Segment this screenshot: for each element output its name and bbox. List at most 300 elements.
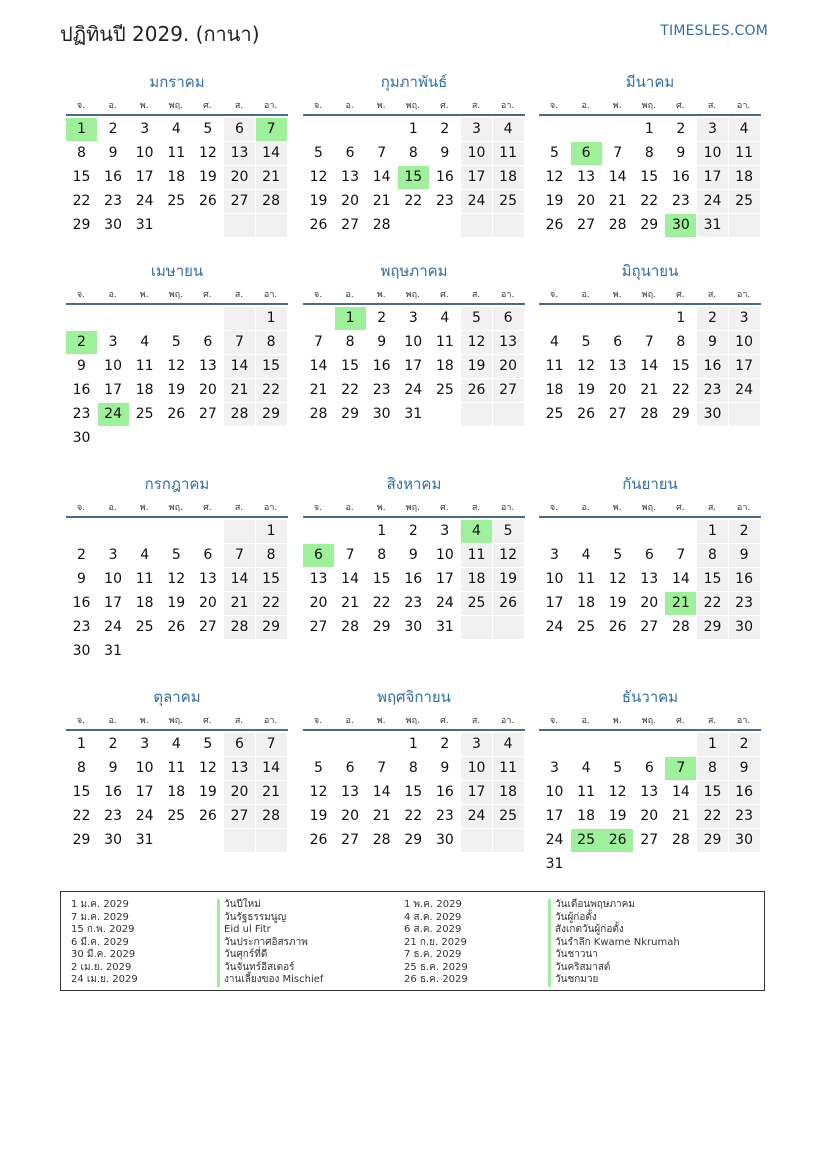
month-name: เมษายน — [150, 262, 204, 280]
day-cell: 10 — [135, 760, 154, 776]
day-cell: 1 — [256, 520, 287, 543]
legend-date: 6 ส.ค. 2029 — [404, 924, 462, 935]
day-cell: 21 — [256, 166, 287, 189]
month-name: ธันวาคม — [621, 688, 679, 706]
day-cell: 31 — [104, 643, 122, 659]
weekday-label: อ. — [345, 101, 354, 111]
day-cell: 25 — [545, 406, 564, 422]
weekday-label: อา. — [736, 503, 751, 513]
day-cell: 13 — [224, 757, 255, 780]
day-cell: 14 — [256, 757, 287, 780]
day-cell: 29 — [697, 829, 728, 852]
weekday-label: พฤ. — [641, 290, 656, 300]
day-cell: 19 — [608, 808, 627, 824]
holiday-day: 1 — [66, 118, 97, 141]
legend-date: 21 ก.ย. 2029 — [404, 936, 467, 948]
day-cell: 5 — [314, 145, 323, 161]
day-cell: 14 — [256, 142, 287, 165]
legend-holiday-name: วันคริสมาสต์ — [548, 962, 680, 975]
weekday-label: อ. — [345, 290, 354, 300]
weekday-label: พ. — [612, 290, 622, 300]
day-cell: 24 — [104, 619, 122, 635]
day-cell: 17 — [435, 571, 454, 587]
day-cell: 24 — [729, 379, 760, 402]
day-cell: 22 — [697, 805, 728, 828]
day-cell: 20 — [577, 193, 595, 209]
day-cell: 10 — [104, 358, 122, 374]
day-cell: 6 — [224, 118, 255, 141]
day-cell: 8 — [408, 760, 418, 776]
weekday-label: ศ. — [440, 101, 449, 111]
day-cell: 13 — [493, 331, 524, 354]
weekday-label: พ. — [376, 503, 386, 513]
weekday-label: ศ. — [676, 503, 685, 513]
day-cell: 21 — [671, 808, 690, 824]
day-cell: 2 — [440, 736, 450, 752]
day-cell: 20 — [309, 595, 328, 611]
holiday-day: 6 — [303, 544, 334, 567]
day-cell: 6 — [345, 145, 355, 161]
day-cell: 27 — [493, 379, 524, 402]
day-cell: 7 — [613, 145, 623, 161]
day-cell: 18 — [577, 808, 595, 824]
month-name: มกราคม — [149, 73, 205, 91]
day-cell: 1 — [77, 736, 86, 752]
day-cell: 6 — [203, 334, 213, 350]
day-cell: 11 — [167, 760, 186, 776]
weekend-blank — [224, 829, 255, 852]
day-cell: 13 — [341, 169, 359, 185]
weekday-label: ศ. — [203, 101, 212, 111]
legend-holiday-name: Eid ul Fitr — [217, 924, 323, 937]
day-cell: 23 — [697, 379, 728, 402]
day-cell: 15 — [256, 568, 287, 591]
day-cell: 15 — [404, 784, 423, 800]
day-cell: 27 — [224, 190, 255, 213]
day-cell: 29 — [256, 616, 287, 639]
day-cell: 12 — [198, 760, 217, 776]
day-cell: 20 — [341, 808, 359, 824]
weekday-header — [303, 500, 525, 518]
day-cell: 2 — [697, 307, 728, 330]
day-cell: 7 — [224, 544, 255, 567]
day-cell: 22 — [404, 808, 423, 824]
holiday-day: 2 — [66, 331, 97, 354]
day-cell: 13 — [309, 571, 328, 587]
day-cell: 25 — [493, 190, 524, 213]
day-cell: 31 — [404, 406, 423, 422]
weekday-header — [303, 98, 525, 116]
weekday-label: อ. — [581, 101, 590, 111]
day-cell: 8 — [408, 145, 418, 161]
day-cell: 24 — [697, 190, 728, 213]
day-cell: 24 — [461, 805, 492, 828]
legend-holiday-name: วันเดือนพฤษภาคม — [548, 899, 680, 912]
day-cell: 19 — [309, 193, 328, 209]
day-cell: 26 — [461, 379, 492, 402]
day-cell: 7 — [644, 334, 654, 350]
day-cell: 9 — [108, 145, 118, 161]
day-cell: 15 — [697, 781, 728, 804]
day-cell: 21 — [372, 193, 391, 209]
day-cell: 28 — [256, 805, 287, 828]
day-cell: 12 — [167, 571, 186, 587]
day-cell: 18 — [545, 382, 564, 398]
day-cell: 18 — [167, 169, 186, 185]
day-cell: 27 — [640, 619, 659, 635]
day-cell: 15 — [341, 358, 359, 374]
day-cell: 6 — [203, 547, 213, 563]
day-cell: 30 — [729, 829, 760, 852]
day-cell: 20 — [608, 382, 627, 398]
day-cell: 19 — [493, 568, 524, 591]
day-cell: 11 — [435, 334, 454, 350]
day-cell: 20 — [640, 808, 659, 824]
day-cell: 20 — [198, 382, 217, 398]
weekday-label: ส. — [234, 716, 244, 726]
day-cell: 16 — [372, 358, 391, 374]
weekday-label: อา. — [736, 716, 751, 726]
day-cell: 9 — [440, 760, 450, 776]
weekday-label: พฤ. — [405, 101, 420, 111]
day-cell: 7 — [377, 760, 387, 776]
weekend-blank — [729, 214, 760, 237]
day-cell: 2 — [729, 733, 760, 756]
day-cell: 3 — [108, 334, 118, 350]
weekday-label: อา. — [736, 290, 751, 300]
day-cell: 5 — [171, 547, 181, 563]
month-calendar — [539, 685, 761, 872]
day-cell: 5 — [171, 334, 181, 350]
day-cell: 12 — [309, 784, 328, 800]
day-cell: 26 — [493, 592, 524, 615]
weekend-blank — [461, 403, 492, 426]
legend-holiday-name: วันประกาศอิสรภาพ — [217, 937, 323, 950]
day-cell: 16 — [729, 568, 760, 591]
day-cell: 10 — [104, 571, 122, 587]
day-cell: 11 — [577, 571, 595, 587]
legend-date: 4 ส.ค. 2029 — [404, 911, 462, 923]
day-cell: 23 — [404, 595, 423, 611]
holiday-day: 24 — [98, 403, 129, 426]
weekday-label: พ. — [612, 716, 622, 726]
weekday-label: จ. — [76, 101, 86, 111]
day-cell: 15 — [72, 169, 91, 185]
legend-left-dates — [71, 899, 138, 987]
day-cell: 30 — [372, 406, 391, 422]
legend-holiday-name: วันรัฐธรรมนูญ — [217, 912, 323, 925]
day-cell: 21 — [608, 193, 627, 209]
month-name: กันยายน — [622, 475, 678, 493]
day-cell: 7 — [256, 733, 287, 756]
day-cell: 31 — [545, 856, 564, 872]
day-cell: 9 — [676, 145, 686, 161]
month-calendar — [303, 70, 525, 250]
weekday-label: อ. — [581, 716, 590, 726]
day-cell: 3 — [140, 121, 150, 137]
legend-holiday-name: วันจันทร์อีสเตอร์ — [217, 962, 323, 975]
day-cell: 30 — [104, 217, 122, 233]
legend-date: 1 ม.ค. 2029 — [71, 899, 129, 910]
weekday-label: พ. — [139, 101, 149, 111]
day-cell: 25 — [135, 619, 154, 635]
day-cell: 9 — [729, 544, 760, 567]
day-cell: 17 — [104, 595, 122, 611]
day-cell: 10 — [135, 145, 154, 161]
day-cell: 14 — [372, 784, 391, 800]
day-cell: 12 — [461, 331, 492, 354]
day-cell: 20 — [224, 781, 255, 804]
legend-date: 7 ม.ค. 2029 — [71, 911, 129, 923]
day-cell: 10 — [404, 334, 423, 350]
day-cell: 5 — [613, 547, 623, 563]
day-cell: 4 — [581, 760, 591, 776]
day-cell: 19 — [545, 193, 564, 209]
day-cell: 24 — [461, 190, 492, 213]
day-cell: 24 — [435, 595, 454, 611]
day-cell: 19 — [608, 595, 627, 611]
weekday-label: พ. — [612, 503, 622, 513]
day-cell: 27 — [198, 406, 217, 422]
day-cell: 8 — [77, 145, 86, 161]
day-cell: 8 — [644, 145, 654, 161]
weekday-label: ศ. — [440, 503, 449, 513]
day-cell: 3 — [461, 118, 492, 141]
day-cell: 28 — [224, 616, 255, 639]
weekday-header — [539, 713, 761, 731]
legend-date: 24 เม.ย. 2029 — [71, 974, 138, 985]
day-cell: 19 — [309, 808, 328, 824]
day-cell: 2 — [77, 547, 86, 563]
weekday-label: อ. — [345, 503, 354, 513]
month-calendar — [303, 259, 525, 439]
day-cell: 9 — [108, 760, 118, 776]
day-cell: 18 — [729, 166, 760, 189]
day-cell: 19 — [461, 355, 492, 378]
day-cell: 8 — [77, 760, 86, 776]
day-cell: 22 — [256, 592, 287, 615]
day-cell: 22 — [256, 379, 287, 402]
day-cell: 3 — [550, 760, 559, 776]
day-cell: 3 — [550, 547, 559, 563]
weekday-label: อ. — [108, 503, 117, 513]
weekend-blank — [461, 829, 492, 852]
weekend-blank — [461, 214, 492, 237]
day-cell: 25 — [167, 808, 186, 824]
legend-holiday-name: วันศุกร์ที่ดี — [217, 949, 323, 962]
holiday-legend — [60, 891, 765, 991]
day-cell: 20 — [640, 595, 659, 611]
day-cell: 20 — [224, 166, 255, 189]
legend-date: 6 มี.ค. 2029 — [71, 936, 129, 948]
weekday-label: พฤ. — [405, 716, 420, 726]
day-cell: 21 — [341, 595, 359, 611]
weekday-label: พฤ. — [168, 101, 183, 111]
day-cell: 29 — [341, 406, 359, 422]
weekday-label: จ. — [313, 716, 323, 726]
day-cell: 22 — [72, 808, 91, 824]
month-calendar — [303, 685, 525, 865]
day-cell: 3 — [140, 736, 150, 752]
day-cell: 6 — [345, 760, 355, 776]
day-cell: 22 — [341, 382, 359, 398]
day-cell: 19 — [198, 784, 217, 800]
day-cell: 23 — [671, 193, 690, 209]
day-cell: 18 — [135, 382, 154, 398]
weekend-blank — [224, 214, 255, 237]
day-cell: 29 — [372, 619, 391, 635]
holiday-day: 1 — [335, 307, 366, 330]
weekday-label: จ. — [313, 290, 323, 300]
day-cell: 4 — [729, 118, 760, 141]
day-cell: 6 — [644, 760, 654, 776]
day-cell: 24 — [135, 808, 154, 824]
day-cell: 9 — [729, 757, 760, 780]
day-cell: 12 — [608, 784, 627, 800]
weekend-blank — [256, 829, 287, 852]
brand-link[interactable]: TIMESLES.COM — [660, 23, 768, 39]
day-cell: 21 — [224, 379, 255, 402]
day-cell: 24 — [135, 193, 154, 209]
day-cell: 27 — [309, 619, 328, 635]
day-cell: 17 — [135, 784, 154, 800]
day-cell: 14 — [224, 355, 255, 378]
day-cell: 22 — [372, 595, 391, 611]
weekday-label: พฤ. — [168, 716, 183, 726]
month-name: มีนาคม — [625, 73, 675, 91]
day-cell: 16 — [697, 355, 728, 378]
day-cell: 28 — [256, 190, 287, 213]
weekday-label: ส. — [471, 101, 481, 111]
day-cell: 29 — [671, 406, 690, 422]
weekday-label: พฤ. — [168, 290, 183, 300]
weekend-blank — [256, 214, 287, 237]
day-cell: 29 — [72, 832, 91, 848]
weekday-label: จ. — [313, 503, 323, 513]
weekday-label: พฤ. — [641, 716, 656, 726]
day-cell: 12 — [545, 169, 564, 185]
day-cell: 27 — [341, 832, 359, 848]
legend-date: 2 เม.ย. 2029 — [71, 961, 132, 973]
day-cell: 23 — [435, 193, 454, 209]
legend-date: 25 ธ.ค. 2029 — [404, 961, 468, 973]
day-cell: 6 — [613, 334, 623, 350]
day-cell: 6 — [493, 307, 524, 330]
weekday-label: ศ. — [440, 716, 449, 726]
weekend-blank — [493, 403, 524, 426]
weekday-label: พ. — [139, 503, 149, 513]
weekday-label: ส. — [707, 503, 717, 513]
day-cell: 29 — [640, 217, 659, 233]
month-calendar — [66, 259, 288, 446]
legend-date: 15 ก.พ. 2029 — [71, 924, 135, 935]
day-cell: 2 — [108, 736, 118, 752]
day-cell: 26 — [167, 406, 186, 422]
day-cell: 30 — [104, 832, 122, 848]
weekday-label: ส. — [234, 503, 244, 513]
weekday-label: อา. — [500, 101, 515, 111]
day-cell: 27 — [608, 406, 627, 422]
day-cell: 10 — [461, 757, 492, 780]
month-name: กรกฎาคม — [144, 475, 210, 493]
day-cell: 22 — [697, 592, 728, 615]
day-cell: 8 — [676, 334, 686, 350]
day-cell: 28 — [640, 406, 659, 422]
day-cell: 26 — [198, 193, 217, 209]
day-cell: 17 — [404, 358, 423, 374]
day-cell: 21 — [224, 592, 255, 615]
day-cell: 9 — [377, 334, 387, 350]
weekday-label: ส. — [471, 290, 481, 300]
day-cell: 6 — [644, 547, 654, 563]
day-cell: 28 — [309, 406, 328, 422]
month-calendar — [66, 685, 288, 865]
weekday-label: ส. — [707, 101, 717, 111]
day-cell: 1 — [408, 736, 418, 752]
day-cell: 29 — [72, 217, 91, 233]
day-cell: 26 — [309, 832, 328, 848]
day-cell: 3 — [408, 310, 418, 326]
day-cell: 23 — [72, 406, 91, 422]
day-cell: 5 — [550, 145, 559, 161]
weekday-label: อา. — [263, 503, 278, 513]
day-cell: 18 — [493, 166, 524, 189]
day-cell: 14 — [224, 568, 255, 591]
holiday-day: 6 — [571, 142, 602, 165]
day-cell: 30 — [697, 403, 728, 426]
weekday-label: อา. — [263, 290, 278, 300]
day-cell: 11 — [729, 142, 760, 165]
day-cell: 26 — [577, 406, 595, 422]
legend-date: 1 พ.ค. 2029 — [404, 899, 462, 910]
weekday-label: จ. — [76, 290, 86, 300]
day-cell: 28 — [341, 619, 359, 635]
weekday-label: พฤ. — [641, 101, 656, 111]
day-cell: 13 — [341, 784, 359, 800]
day-cell: 23 — [729, 592, 760, 615]
day-cell: 18 — [435, 358, 454, 374]
day-cell: 12 — [198, 145, 217, 161]
day-cell: 10 — [697, 142, 728, 165]
weekday-label: จ. — [549, 290, 559, 300]
day-cell: 19 — [167, 595, 186, 611]
day-cell: 15 — [640, 169, 659, 185]
day-cell: 18 — [577, 595, 595, 611]
day-cell: 31 — [435, 619, 454, 635]
weekday-label: ศ. — [676, 101, 685, 111]
weekday-header — [66, 500, 288, 518]
day-cell: 11 — [493, 757, 524, 780]
day-cell: 14 — [671, 784, 690, 800]
day-cell: 18 — [135, 595, 154, 611]
weekday-label: อา. — [500, 503, 515, 513]
month-calendar — [539, 259, 761, 439]
day-cell: 19 — [577, 382, 595, 398]
day-cell: 7 — [345, 547, 355, 563]
weekday-label: พฤ. — [405, 503, 420, 513]
holiday-day: 21 — [665, 592, 696, 615]
month-calendar — [303, 472, 525, 652]
weekday-label: พฤ. — [405, 290, 420, 300]
day-cell: 21 — [256, 781, 287, 804]
weekday-label: จ. — [76, 503, 86, 513]
weekend-blank — [461, 616, 492, 639]
day-cell: 16 — [72, 595, 91, 611]
day-cell: 11 — [545, 358, 564, 374]
day-cell: 1 — [676, 310, 686, 326]
day-cell: 8 — [256, 331, 287, 354]
weekday-label: อ. — [581, 503, 590, 513]
